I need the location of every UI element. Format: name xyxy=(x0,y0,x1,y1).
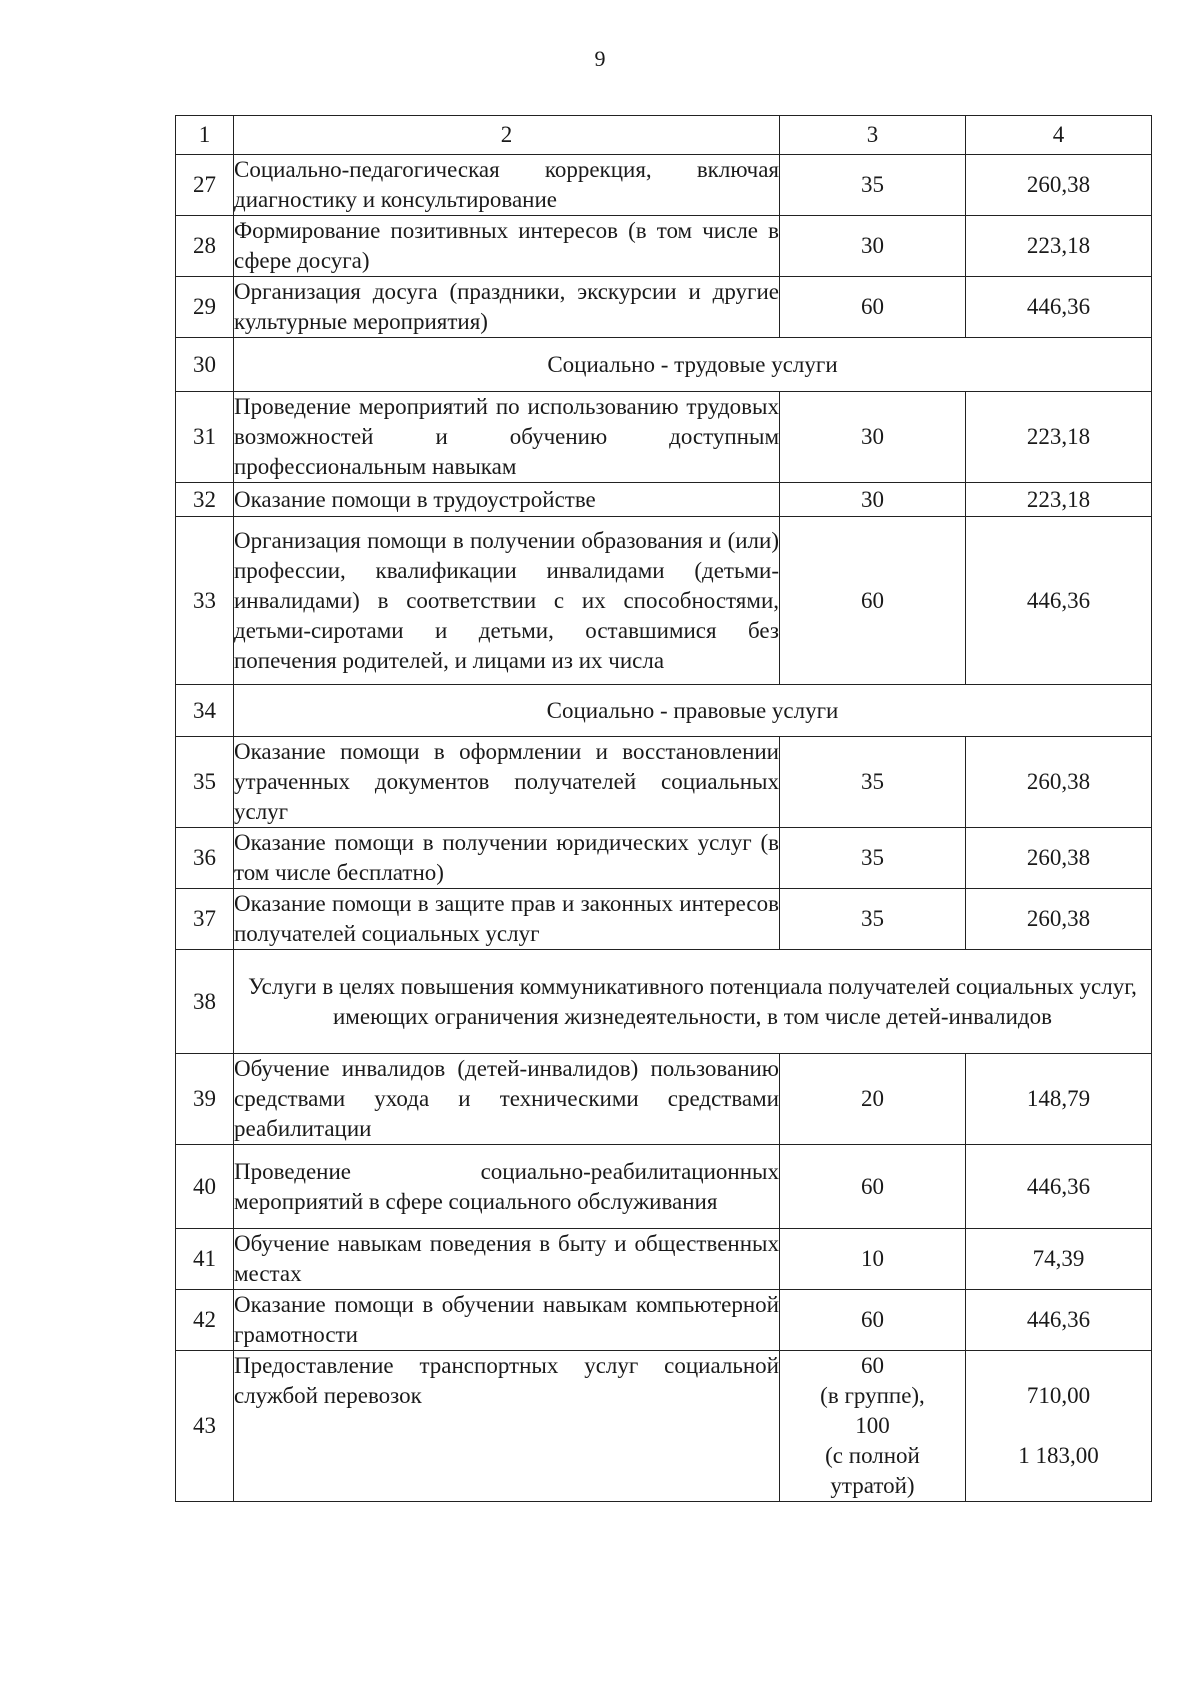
row-number: 29 xyxy=(176,277,234,338)
service-tariff-value: 710,00 xyxy=(1026,1383,1091,1408)
service-tariff: 74,39 xyxy=(966,1229,1152,1290)
row-number: 40 xyxy=(176,1145,234,1229)
service-time: 35 xyxy=(780,155,966,216)
row-number: 31 xyxy=(176,392,234,483)
service-name: Обучение навыкам поведения в быту и общественных местах xyxy=(234,1229,780,1290)
service-time: 30 xyxy=(780,216,966,277)
row-number: 27 xyxy=(176,155,234,216)
table-row xyxy=(176,483,1152,517)
row-number: 39 xyxy=(176,1054,234,1145)
service-name: Предоставление транспортных услуг социальной службой перевозок xyxy=(234,1351,780,1502)
service-tariff: 446,36 xyxy=(966,1290,1152,1351)
service-name: Проведение социально-реабилитационных мероприятий в сфере социального обслуживания xyxy=(234,1145,780,1229)
service-tariff-value: 1 183,00 xyxy=(1018,1443,1099,1468)
service-time: 35 xyxy=(780,737,966,828)
table-row xyxy=(176,1054,1152,1145)
service-name: Оказание помощи в трудоустройстве xyxy=(234,483,780,517)
table-row xyxy=(176,1145,1152,1229)
table-row xyxy=(176,889,1152,950)
service-tariff: 223,18 xyxy=(966,392,1152,483)
table-row xyxy=(176,155,1152,216)
table-row xyxy=(176,1290,1152,1351)
service-tariff: 148,79 xyxy=(966,1054,1152,1145)
service-tariff: 260,38 xyxy=(966,828,1152,889)
service-tariff: 223,18 xyxy=(966,216,1152,277)
service-tariff: 446,36 xyxy=(966,517,1152,685)
header-cell: 1 xyxy=(176,116,234,155)
service-tariff: 260,38 xyxy=(966,889,1152,950)
services-table xyxy=(175,115,1152,1502)
service-time: 20 xyxy=(780,1054,966,1145)
table-row xyxy=(176,1351,1152,1502)
table-row xyxy=(176,216,1152,277)
row-number: 36 xyxy=(176,828,234,889)
service-name: Организация помощи в получении образования и (или) профессии, квалификации инвалидами (детьми-инвалидами) в соответствии с их способностями, детьми-сиротами и детьми, оставшимися без попечения родителей, и лицами из их числа xyxy=(234,517,780,685)
service-time-line: 60 xyxy=(861,1353,884,1378)
service-name: Проведение мероприятий по использованию трудовых возможностей и обучению доступным профессиональным навыкам xyxy=(234,392,780,483)
header-cell: 4 xyxy=(966,116,1152,155)
service-name: Обучение инвалидов (детей-инвалидов) пользованию средствами ухода и техническими средствами реабилитации xyxy=(234,1054,780,1145)
row-number: 35 xyxy=(176,737,234,828)
table-row xyxy=(176,1229,1152,1290)
row-number: 33 xyxy=(176,517,234,685)
table-header-row xyxy=(176,116,1152,155)
service-time: 60 xyxy=(780,277,966,338)
row-number: 32 xyxy=(176,483,234,517)
service-time: 30 xyxy=(780,483,966,517)
service-time-line: (в группе), xyxy=(820,1383,925,1408)
service-time: 30 xyxy=(780,392,966,483)
table-row xyxy=(176,517,1152,685)
table-row xyxy=(176,277,1152,338)
service-time: 60 xyxy=(780,517,966,685)
row-number: 41 xyxy=(176,1229,234,1290)
section-title: Услуги в целях повышения коммуникативного потенциала получателей социальных услуг, имеющих ограничения жизнедеятельности, в том числе детей-инвалидов xyxy=(234,950,1152,1054)
row-number: 43 xyxy=(176,1351,234,1502)
row-number: 34 xyxy=(176,685,234,737)
service-tariff: 446,36 xyxy=(966,1145,1152,1229)
service-time: 60 xyxy=(780,1145,966,1229)
header-cell: 2 xyxy=(234,116,780,155)
row-number: 28 xyxy=(176,216,234,277)
service-time: 60 xyxy=(780,1290,966,1351)
service-tariff: 223,18 xyxy=(966,483,1152,517)
service-time-line: утратой) xyxy=(830,1473,915,1498)
table-row xyxy=(176,828,1152,889)
service-name: Оказание помощи в обучении навыкам компьютерной грамотности xyxy=(234,1290,780,1351)
table-row xyxy=(176,392,1152,483)
section-title: Социально - правовые услуги xyxy=(234,685,1152,737)
page-number: 9 xyxy=(594,46,606,71)
section-title: Социально - трудовые услуги xyxy=(234,338,1152,392)
service-tariff: 260,38 xyxy=(966,155,1152,216)
row-number: 37 xyxy=(176,889,234,950)
service-name: Оказание помощи в оформлении и восстановлении утраченных документов получателей социальных услуг xyxy=(234,737,780,828)
service-time xyxy=(780,1351,966,1502)
service-name: Формирование позитивных интересов (в том числе в сфере досуга) xyxy=(234,216,780,277)
service-time: 10 xyxy=(780,1229,966,1290)
section-row xyxy=(176,950,1152,1054)
service-tariff: 260,38 xyxy=(966,737,1152,828)
service-name: Социально-педагогическая коррекция, включая диагностику и консультирование xyxy=(234,155,780,216)
section-row xyxy=(176,338,1152,392)
section-row xyxy=(176,685,1152,737)
table-row xyxy=(176,737,1152,828)
service-tariff: 446,36 xyxy=(966,277,1152,338)
service-name: Оказание помощи в защите прав и законных интересов получателей социальных услуг xyxy=(234,889,780,950)
header-cell: 3 xyxy=(780,116,966,155)
service-time-line: (с полной xyxy=(825,1443,920,1468)
service-name: Организация досуга (праздники, экскурсии и другие культурные мероприятия) xyxy=(234,277,780,338)
service-tariff xyxy=(966,1351,1152,1502)
service-time: 35 xyxy=(780,889,966,950)
service-time: 35 xyxy=(780,828,966,889)
row-number: 30 xyxy=(176,338,234,392)
spacer xyxy=(966,1411,1151,1441)
service-time-line: 100 xyxy=(855,1413,890,1438)
row-number: 38 xyxy=(176,950,234,1054)
service-name: Оказание помощи в получении юридических услуг (в том числе бесплатно) xyxy=(234,828,780,889)
row-number: 42 xyxy=(176,1290,234,1351)
